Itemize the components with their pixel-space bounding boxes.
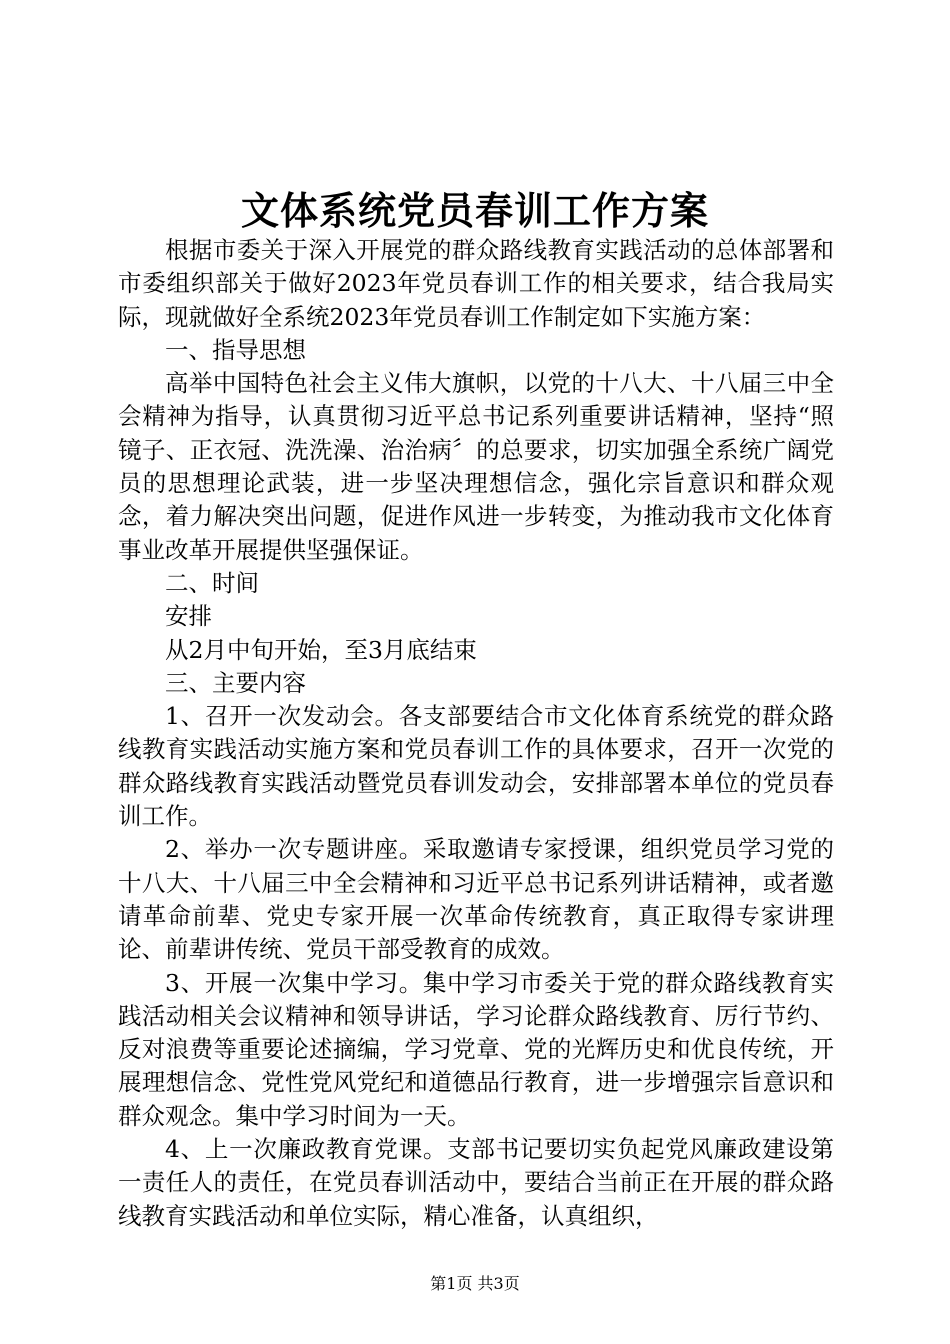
paragraph-item-1: 1、召开一次发动会。各支部要结合市文化体育系统党的群众路线教育实践活动实施方案和党员春训工作的具体要求，召开一次党的群众路线教育实践活动暨党员春训发动会，安排部署本单位的党员春训工作。 — [118, 702, 834, 831]
paragraph-item-4: 4、上一次廉政教育党课。支部书记要切实负起党风廉政建设第一责任人的责任，在党员春训活动中，要结合当前正在开展的群众路线教育实践活动和单位实际，精心准备，认真组织， — [118, 1135, 834, 1230]
page-footer: 第1页 共3页 — [430, 1274, 520, 1293]
heading-time: 二、时间 — [165, 568, 259, 597]
paragraph-schedule: 从2月中旬开始，至3月底结束 — [165, 635, 477, 664]
page-title: 文体系统党员春训工作方案 — [240, 188, 709, 233]
paragraph-intro: 根据市委关于深入开展党的群众路线教育实践活动的总体部署和市委组织部关于做好2023年党员春训工作的相关要求，结合我局实际，现就做好全系统2023年党员春训工作制定如下实施方案： — [118, 236, 834, 331]
heading-main-content: 三、主要内容 — [165, 668, 306, 697]
paragraph-item-3: 3、开展一次集中学习。集中学习市委关于党的群众路线教育实践活动相关会议精神和领导讲话，学习论群众路线教育、厉行节约、反对浪费等重要论述摘编，学习党章、党的光辉历史和优良传统，开展理想信念、党性党风党纪和道德品行教育，进一步增强宗旨意识和群众观念。集中学习时间为一天。 — [118, 968, 834, 1130]
document-body — [118, 234, 834, 1233]
heading-arrangement: 安排 — [165, 602, 212, 631]
paragraph-item-2: 2、举办一次专题讲座。采取邀请专家授课，组织党员学习党的十八大、十八届三中全会精神和习近平总书记系列讲话精神，或者邀请革命前辈、党史专家开展一次革命传统教育，真正取得专家讲理论、前辈讲传统、党员干部受教育的成效。 — [118, 835, 834, 964]
heading-guiding-ideology: 一、指导思想 — [165, 335, 306, 364]
paragraph-guiding-ideology: 高举中国特色社会主义伟大旗帜，以党的十八大、十八届三中全会精神为指导，认真贯彻习近平总书记系列重要讲话精神，坚持“照镜子、正衣冠、洗洗澡、治治病〞的总要求，切实加强全系统广阔党员的思想理论武装，进一步坚决理想信念，强化宗旨意识和群众观念，着力解决突出问题，促进作风进一步转变，为推动我市文化体育事业改革开展提供坚强保证。 — [118, 369, 834, 564]
